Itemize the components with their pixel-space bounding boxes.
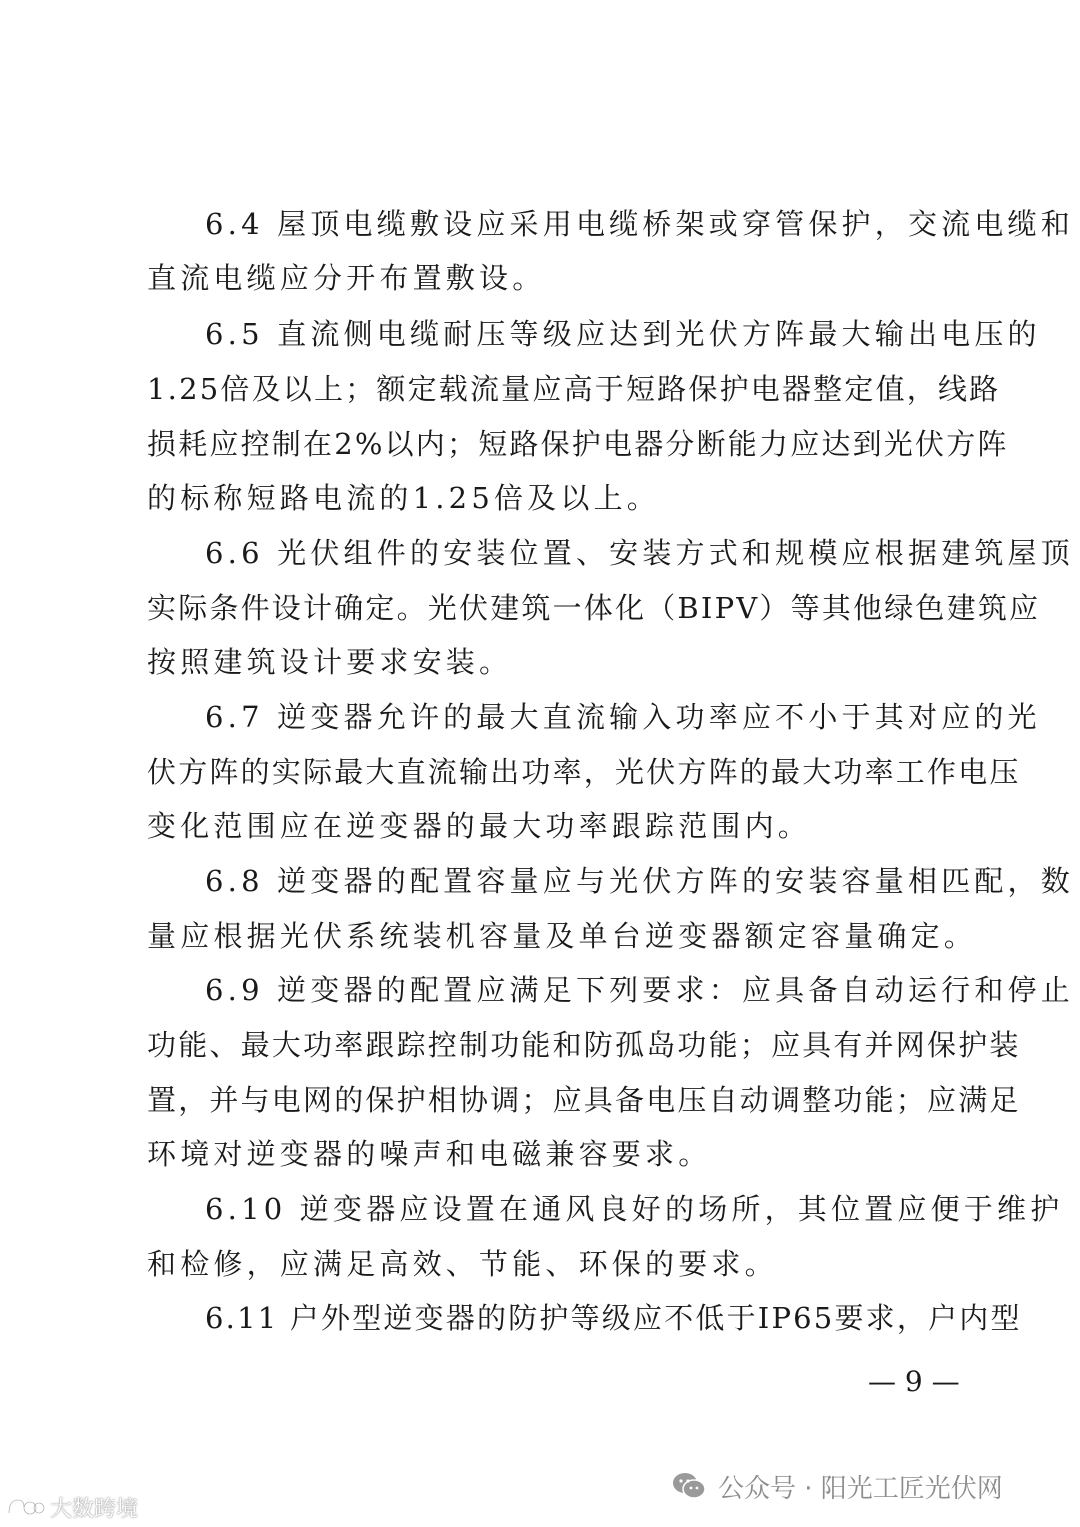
wechat-watermark	[672, 1464, 1003, 1508]
wechat-watermark-text: 公众号 · 阳光工匠光伏网	[718, 1473, 1003, 1504]
paragraph-6-7-line-1: 6.7 逆变器允许的最大直流输入功率应不小于其对应的光	[205, 700, 1041, 734]
paragraph-6-7-line-2: 伏方阵的实际最大直流输出功率，光伏方阵的最大功率工作电压	[147, 755, 1021, 789]
paragraph-6-9-line-2: 功能、最大功率跟踪控制功能和防孤岛功能；应具有并网保护装	[147, 1028, 1021, 1062]
paragraph-6-5-line-4: 的标称短路电流的1.25倍及以上。	[147, 481, 660, 515]
paragraph-6-4-line-1: 6.4 屋顶电缆敷设应采用电缆桥架或穿管保护，交流电缆和	[205, 207, 1074, 241]
paragraph-6-8-line-1: 6.8 逆变器的配置容量应与光伏方阵的安装容量相匹配，数	[205, 864, 1074, 898]
paragraph-6-5-line-1: 6.5 直流侧电缆耐压等级应达到光伏方阵最大输出电压的	[205, 317, 1041, 351]
paragraph-6-11-line-1: 6.11 户外型逆变器的防护等级应不低于IP65要求，户内型	[205, 1301, 1022, 1335]
paragraph-6-5-line-2: 1.25倍及以上；额定载流量应高于短路保护电器整定值，线路	[147, 372, 1001, 406]
paragraph-6-9-line-3: 置，并与电网的保护相协调；应具备电压自动调整功能；应满足	[147, 1083, 1021, 1117]
paragraph-6-6-line-3: 按照建筑设计要求安装。	[147, 645, 513, 679]
brand-watermark-text: 大数跨境	[50, 1496, 139, 1522]
paragraph-6-6-line-1: 6.6 光伏组件的安装位置、安装方式和规模应根据建筑屋顶	[205, 536, 1074, 570]
paragraph-6-9-line-4: 环境对逆变器的噪声和电磁兼容要求。	[147, 1137, 712, 1171]
paragraph-6-8-line-2: 量应根据光伏系统装机容量及单台逆变器额定容量确定。	[147, 919, 978, 953]
paragraph-6-6-line-2: 实际条件设计确定。光伏建筑一体化（BIPV）等其他绿色建筑应	[147, 591, 1041, 625]
paragraph-6-9-line-1: 6.9 逆变器的配置应满足下列要求：应具备自动运行和停止	[205, 973, 1074, 1007]
wechat-icon	[672, 1471, 706, 1501]
paragraph-6-4-line-2: 直流电缆应分开布置敷设。	[147, 261, 546, 295]
paragraph-6-7-line-3: 变化范围应在逆变器的最大功率跟踪范围内。	[147, 809, 812, 843]
paragraph-6-10-line-2: 和检修，应满足高效、节能、环保的要求。	[147, 1247, 778, 1281]
brand-watermark	[6, 1492, 138, 1522]
paragraph-6-10-line-1: 6.10 逆变器应设置在通风良好的场所，其位置应便于维护	[205, 1192, 1064, 1226]
brand-logo-icon	[6, 1495, 46, 1519]
paragraph-6-5-line-3: 损耗应控制在2%以内；短路保护电器分断能力应达到光伏方阵	[147, 427, 1009, 461]
page-number: — 9 —	[868, 1365, 960, 1398]
